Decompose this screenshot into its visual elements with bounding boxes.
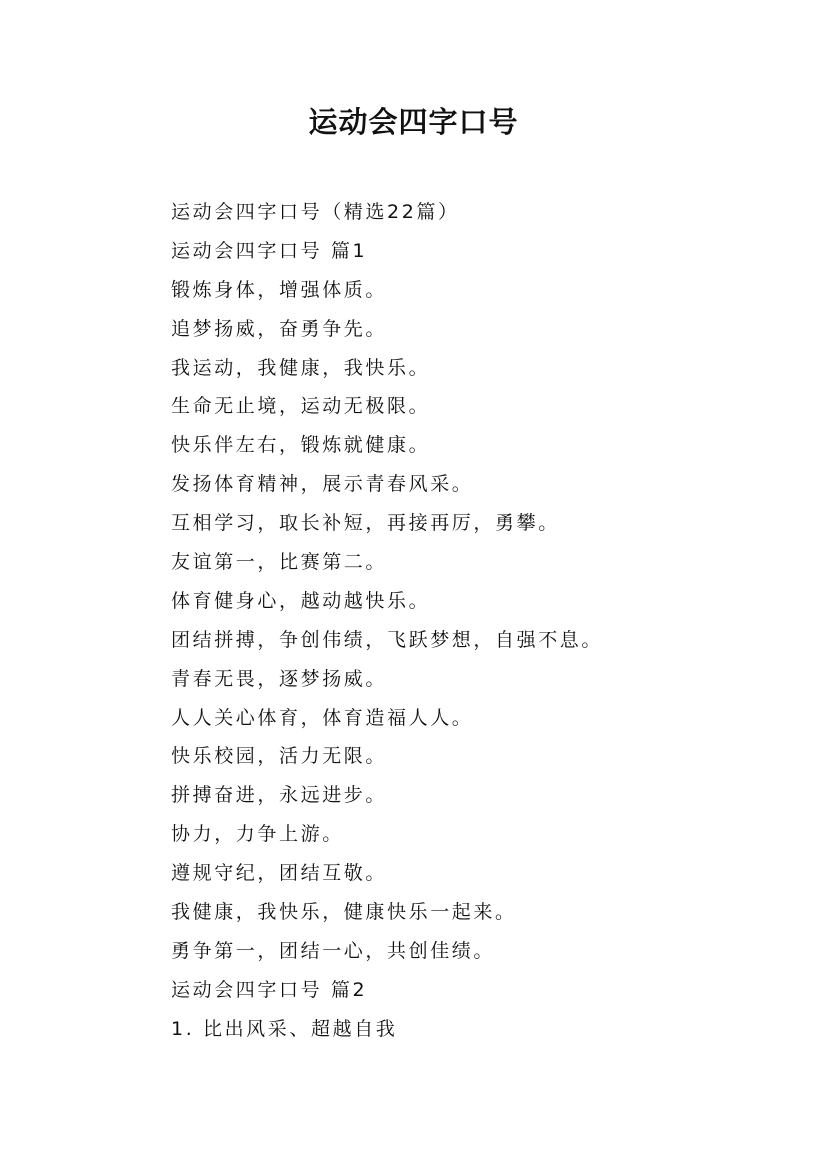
subtitle-line: 运动会四字口号（精选22篇） bbox=[171, 201, 460, 223]
slogan-line: 快乐伴左右，锻炼就健康。 bbox=[171, 434, 431, 457]
document-title: 运动会四字口号 bbox=[308, 105, 519, 139]
slogan-line: 追梦扬威，奋勇争先。 bbox=[171, 317, 388, 340]
slogan-line: 锻炼身体，增强体质。 bbox=[171, 278, 388, 301]
numbered-slogan: 1. 比出风采、超越自我 bbox=[171, 1017, 398, 1040]
slogan-line: 青春无畏，逐梦扬威。 bbox=[171, 667, 388, 690]
slogan-line: 互相学习，取长补短，再接再厉，勇攀。 bbox=[171, 512, 560, 535]
slogan-line: 我运动，我健康，我快乐。 bbox=[171, 356, 431, 379]
slogan-line: 生命无止境，运动无极限。 bbox=[171, 395, 431, 418]
slogan-line: 人人关心体育，体育造福人人。 bbox=[171, 706, 474, 729]
slogan-line: 拼搏奋进，永远进步。 bbox=[171, 784, 388, 807]
slogan-line: 团结拼搏，争创伟绩，飞跃梦想，自强不息。 bbox=[171, 628, 604, 651]
slogan-line: 勇争第一，团结一心，共创佳绩。 bbox=[171, 939, 496, 962]
slogan-line: 协力，力争上游。 bbox=[171, 823, 344, 846]
slogan-line: 发扬体育精神，展示青春风采。 bbox=[171, 473, 474, 496]
slogan-line: 友谊第一，比赛第二。 bbox=[171, 551, 388, 574]
slogan-line: 遵规守纪，团结互敬。 bbox=[171, 862, 388, 885]
slogan-line: 体育健身心，越动越快乐。 bbox=[171, 589, 431, 612]
slogan-line: 快乐校园，活力无限。 bbox=[171, 745, 388, 768]
section-heading: 运动会四字口号 篇1 bbox=[171, 239, 368, 262]
slogan-line: 我健康，我快乐，健康快乐一起来。 bbox=[171, 901, 517, 924]
document-body bbox=[171, 193, 791, 1049]
section-heading: 运动会四字口号 篇2 bbox=[171, 978, 368, 1001]
